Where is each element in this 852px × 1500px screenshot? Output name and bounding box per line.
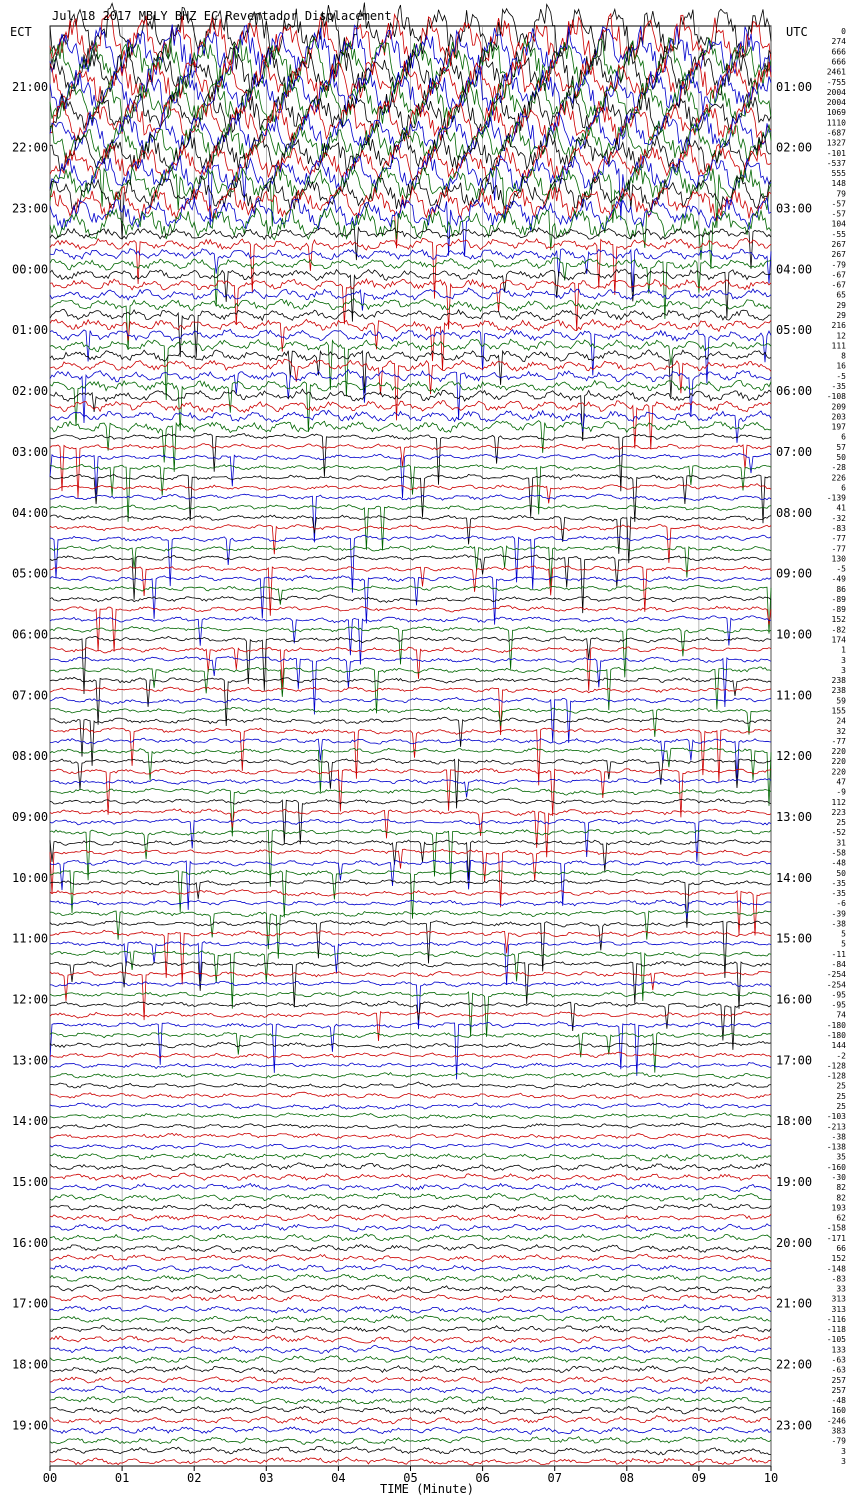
- trace-value-label: 144: [831, 1041, 846, 1051]
- trace-value-label: 8: [841, 351, 846, 361]
- trace-value-label: 152: [831, 1254, 846, 1264]
- trace-value-label: 47: [836, 777, 846, 787]
- trace-value-label: -49: [831, 574, 846, 584]
- left-hour-label: 13:00: [12, 1053, 49, 1068]
- chart-title: Jul 18 2017 MBLY BHZ EC Reventador Displacement: [52, 9, 392, 23]
- trace-value-label: -83: [831, 1274, 846, 1284]
- trace-value-label: -9: [836, 787, 846, 797]
- trace-value-label: 112: [831, 797, 846, 807]
- trace-value-label: -246: [826, 1416, 846, 1426]
- left-hour-label: 23:00: [12, 201, 49, 216]
- right-hour-label: 22:00: [776, 1357, 813, 1372]
- trace-value-label: 193: [831, 1203, 846, 1213]
- trace-value-label: 220: [831, 767, 846, 777]
- right-hour-label: 15:00: [776, 931, 813, 946]
- trace-value-label: -95: [831, 990, 846, 1000]
- trace-value-label: 25: [836, 818, 846, 828]
- left-hour-label: 19:00: [12, 1418, 49, 1433]
- left-hour-label: 03:00: [12, 444, 49, 459]
- trace-value-label: 1: [841, 645, 846, 655]
- trace-value-label: 313: [831, 1304, 846, 1314]
- trace-value-label: -116: [826, 1314, 846, 1324]
- trace-value-label: 209: [831, 402, 846, 412]
- trace-value-label: -84: [831, 960, 846, 970]
- right-hour-label: 23:00: [776, 1418, 813, 1433]
- trace-value-label: 59: [836, 696, 846, 706]
- trace-value-label: 226: [831, 473, 846, 483]
- right-hour-label: 02:00: [776, 140, 813, 155]
- trace-value-label: 220: [831, 757, 846, 767]
- trace-value-label: -67: [831, 270, 846, 280]
- trace-value-label: 104: [831, 219, 846, 229]
- right-hour-label: 17:00: [776, 1053, 813, 1068]
- trace-value-label: -35: [831, 382, 846, 391]
- trace-value-label: -30: [831, 1172, 846, 1182]
- x-tick-label: 09: [691, 1471, 707, 1485]
- trace-value-label: -63: [831, 1355, 846, 1365]
- x-tick-label: 03: [259, 1471, 274, 1485]
- trace-value-label: 197: [831, 422, 846, 432]
- trace-value-label: 6: [841, 432, 846, 442]
- trace-value-label: 79: [836, 189, 846, 199]
- trace-value-label: 66: [836, 1243, 846, 1253]
- trace-value-label: -139: [826, 493, 846, 503]
- trace-value-label: 41: [836, 503, 846, 513]
- trace-value-label: 50: [836, 452, 846, 462]
- trace-value-label: 555: [831, 169, 846, 179]
- trace-value-label: -108: [826, 392, 846, 402]
- trace-value-label: -89: [831, 594, 846, 604]
- trace-value-label: 0: [841, 27, 846, 37]
- right-hour-label: 19:00: [776, 1175, 813, 1190]
- trace-value-label: 274: [831, 37, 846, 47]
- trace-value-label: 216: [831, 321, 846, 331]
- trace-value-label: -55: [831, 229, 846, 239]
- trace-value-label: -537: [826, 158, 846, 168]
- trace-value-label: 35: [836, 1152, 846, 1162]
- trace-value-label: 32: [836, 726, 846, 736]
- left-hour-label: 05:00: [12, 566, 49, 581]
- x-tick-label: 08: [619, 1471, 635, 1485]
- x-tick-label: 07: [547, 1471, 562, 1485]
- trace-value-label: -11: [831, 949, 846, 959]
- left-hour-label: 01:00: [12, 323, 49, 338]
- trace-value-label: 29: [836, 311, 846, 321]
- trace-value-label: -103: [826, 1112, 846, 1122]
- trace-value-label: -2: [836, 1051, 846, 1061]
- left-hour-label: 06:00: [12, 627, 49, 642]
- trace-value-label: 25: [836, 1091, 846, 1101]
- trace-value-label: 160: [831, 1406, 846, 1416]
- trace-value-label: 74: [836, 1010, 846, 1020]
- trace-value-label: 3: [841, 1456, 846, 1466]
- trace-value-label: 57: [836, 442, 846, 452]
- trace-value-label: 2004: [826, 87, 846, 97]
- trace-value-label: 1327: [826, 138, 846, 148]
- right-hour-label: 16:00: [776, 992, 813, 1007]
- right-hour-label: 14:00: [776, 870, 813, 885]
- trace-value-label: 238: [831, 676, 846, 686]
- trace-value-label: -171: [826, 1233, 846, 1243]
- trace-value-label: 1110: [826, 118, 846, 128]
- right-hour-label: 05:00: [776, 323, 813, 338]
- trace-value-label: 62: [836, 1213, 846, 1223]
- grid-layer: [50, 26, 771, 1471]
- trace-value-label: -180: [826, 1031, 846, 1041]
- trace-value-label: -687: [826, 128, 846, 138]
- right-hour-label: 13:00: [776, 809, 813, 824]
- left-hour-label: 04:00: [12, 505, 49, 520]
- trace-value-label: 3: [841, 665, 846, 675]
- trace-value-label: 82: [836, 1193, 846, 1203]
- trace-value-label: -79: [831, 1436, 846, 1446]
- trace-value-label: -160: [826, 1162, 846, 1172]
- trace-value-label: -58: [831, 848, 846, 858]
- trace-value-label: -38: [831, 919, 846, 929]
- trace-value-label: 65: [836, 290, 846, 300]
- right-hour-label: 07:00: [776, 444, 813, 459]
- trace-value-label: -77: [831, 534, 846, 544]
- trace-value-label: 16: [836, 361, 846, 371]
- trace-value-label: 223: [831, 807, 846, 817]
- trace-value-label: -32: [831, 513, 846, 523]
- trace-value-label: 3: [841, 1446, 846, 1456]
- trace-value-label: 666: [831, 47, 846, 57]
- right-hour-label: 10:00: [776, 627, 813, 642]
- right-hour-label: 11:00: [776, 688, 813, 703]
- left-hour-label: 18:00: [12, 1357, 49, 1372]
- right-hour-label: 18:00: [776, 1114, 813, 1129]
- left-timezone-label: ECT: [10, 25, 32, 39]
- right-hour-label: 01:00: [776, 79, 813, 94]
- trace-value-label: -89: [831, 605, 846, 615]
- trace-value-label: -5: [836, 564, 846, 574]
- x-tick-label: 00: [42, 1471, 58, 1485]
- right-hour-label: 12:00: [776, 749, 813, 764]
- trace-value-label: 152: [831, 615, 846, 625]
- left-hour-label: 08:00: [12, 749, 49, 764]
- x-tick-label: 06: [475, 1471, 490, 1485]
- x-axis-label: TIME (Minute): [380, 1482, 474, 1496]
- trace-value-label: 666: [831, 57, 846, 67]
- trace-value-label: 203: [831, 412, 846, 422]
- trace-value-label: -79: [831, 260, 846, 270]
- trace-value-label: -180: [826, 1020, 846, 1030]
- trace-value-label: -39: [831, 909, 846, 919]
- trace-value-label: 5: [841, 939, 846, 949]
- left-hour-label: 02:00: [12, 384, 49, 399]
- trace-value-label: 267: [831, 240, 846, 250]
- trace-value-label: -57: [831, 199, 846, 209]
- trace-value-label: 12: [836, 331, 846, 341]
- trace-value-label: -213: [826, 1122, 846, 1132]
- trace-value-label: -101: [826, 148, 846, 158]
- x-tick-label: 10: [763, 1471, 779, 1485]
- trace-value-label: 2461: [826, 67, 846, 77]
- x-tick-label: 05: [403, 1471, 418, 1485]
- right-hour-label: 20:00: [776, 1235, 813, 1250]
- trace-value-label: -35: [831, 889, 846, 899]
- x-tick-label: 01: [114, 1471, 130, 1485]
- trace-value-label: -95: [831, 1000, 846, 1010]
- left-hour-label: 09:00: [12, 809, 49, 824]
- left-hour-label: 16:00: [12, 1235, 49, 1250]
- trace-value-label: 174: [831, 635, 846, 645]
- left-hour-label: 00:00: [12, 262, 49, 277]
- trace-value-label: -52: [831, 828, 846, 838]
- right-hour-label: 03:00: [776, 201, 813, 216]
- right-hour-label: 04:00: [776, 262, 813, 277]
- left-hour-label: 07:00: [12, 688, 49, 703]
- left-hour-label: 15:00: [12, 1175, 49, 1190]
- trace-value-label: 2004: [826, 98, 846, 108]
- trace-value-label: 1069: [826, 108, 846, 118]
- trace-value-label: 383: [831, 1426, 846, 1436]
- trace-value-label: 86: [836, 584, 846, 594]
- trace-value-label: -77: [831, 736, 846, 746]
- trace-value-label: 33: [836, 1284, 846, 1294]
- trace-value-label: 130: [831, 554, 846, 564]
- trace-value-label: -6: [836, 899, 846, 909]
- left-hour-label: 10:00: [12, 870, 49, 885]
- left-hour-label: 17:00: [12, 1296, 49, 1311]
- left-hour-label: 21:00: [12, 79, 49, 94]
- right-hour-label: 08:00: [776, 505, 813, 520]
- trace-value-label: -105: [826, 1335, 846, 1345]
- trace-value-label: -28: [831, 463, 846, 473]
- trace-value-label: 133: [831, 1345, 846, 1355]
- trace-value-label: -158: [826, 1223, 846, 1233]
- left-hour-label: 11:00: [12, 931, 49, 946]
- trace-value-label: -755: [826, 77, 846, 87]
- left-hour-label: 12:00: [12, 992, 49, 1007]
- left-hour-label: 22:00: [12, 140, 49, 155]
- trace-value-label: -57: [831, 209, 846, 219]
- trace-value-label: 238: [831, 686, 846, 696]
- trace-value-label: -148: [826, 1264, 846, 1274]
- trace-value-label: 25: [836, 1081, 846, 1091]
- trace-value-label: -48: [831, 858, 846, 868]
- trace-value-label: 148: [831, 179, 846, 189]
- trace-value-label: 24: [836, 716, 846, 726]
- trace-value-label: 267: [831, 250, 846, 260]
- trace-value-label: -48: [831, 1396, 846, 1406]
- trace-value-label: 82: [836, 1183, 846, 1193]
- trace-value-label: -63: [831, 1365, 846, 1375]
- trace-value-label: -128: [826, 1061, 846, 1071]
- trace-value-label: -35: [831, 878, 846, 888]
- trace-value-label: 31: [836, 838, 846, 848]
- trace-value-label: -67: [831, 280, 846, 290]
- right-hour-label: 21:00: [776, 1296, 813, 1311]
- x-tick-label: 02: [186, 1471, 202, 1485]
- trace-value-label: 50: [836, 868, 846, 878]
- right-hour-label: 06:00: [776, 384, 813, 399]
- trace-value-label: -77: [831, 544, 846, 554]
- trace-value-label: -83: [831, 523, 846, 533]
- trace-value-label: -38: [831, 1132, 846, 1142]
- trace-value-label: 313: [831, 1294, 846, 1304]
- trace-value-label: 29: [836, 300, 846, 310]
- trace-value-label: -118: [826, 1325, 846, 1335]
- x-tick-label: 04: [331, 1471, 346, 1485]
- trace-value-label: 257: [831, 1375, 846, 1385]
- trace-value-label: 25: [836, 1102, 846, 1111]
- trace-value-label: 155: [831, 706, 846, 716]
- trace-value-label: -138: [826, 1142, 846, 1152]
- trace-value-label: 3: [841, 655, 846, 665]
- trace-value-label: 5: [841, 929, 846, 939]
- trace-value-label: -5: [836, 371, 846, 381]
- trace-value-label: -82: [831, 625, 846, 635]
- trace-value-label: 6: [841, 483, 846, 493]
- left-hour-label: 14:00: [12, 1114, 49, 1129]
- trace-value-label: -254: [826, 980, 846, 990]
- trace-value-label: 257: [831, 1385, 846, 1395]
- right-timezone-label: UTC: [786, 25, 808, 39]
- trace-value-label: -254: [826, 970, 846, 980]
- trace-value-label: -128: [826, 1071, 846, 1081]
- trace-value-label: 111: [831, 341, 846, 351]
- right-hour-label: 09:00: [776, 566, 813, 581]
- trace-value-label: 220: [831, 747, 846, 757]
